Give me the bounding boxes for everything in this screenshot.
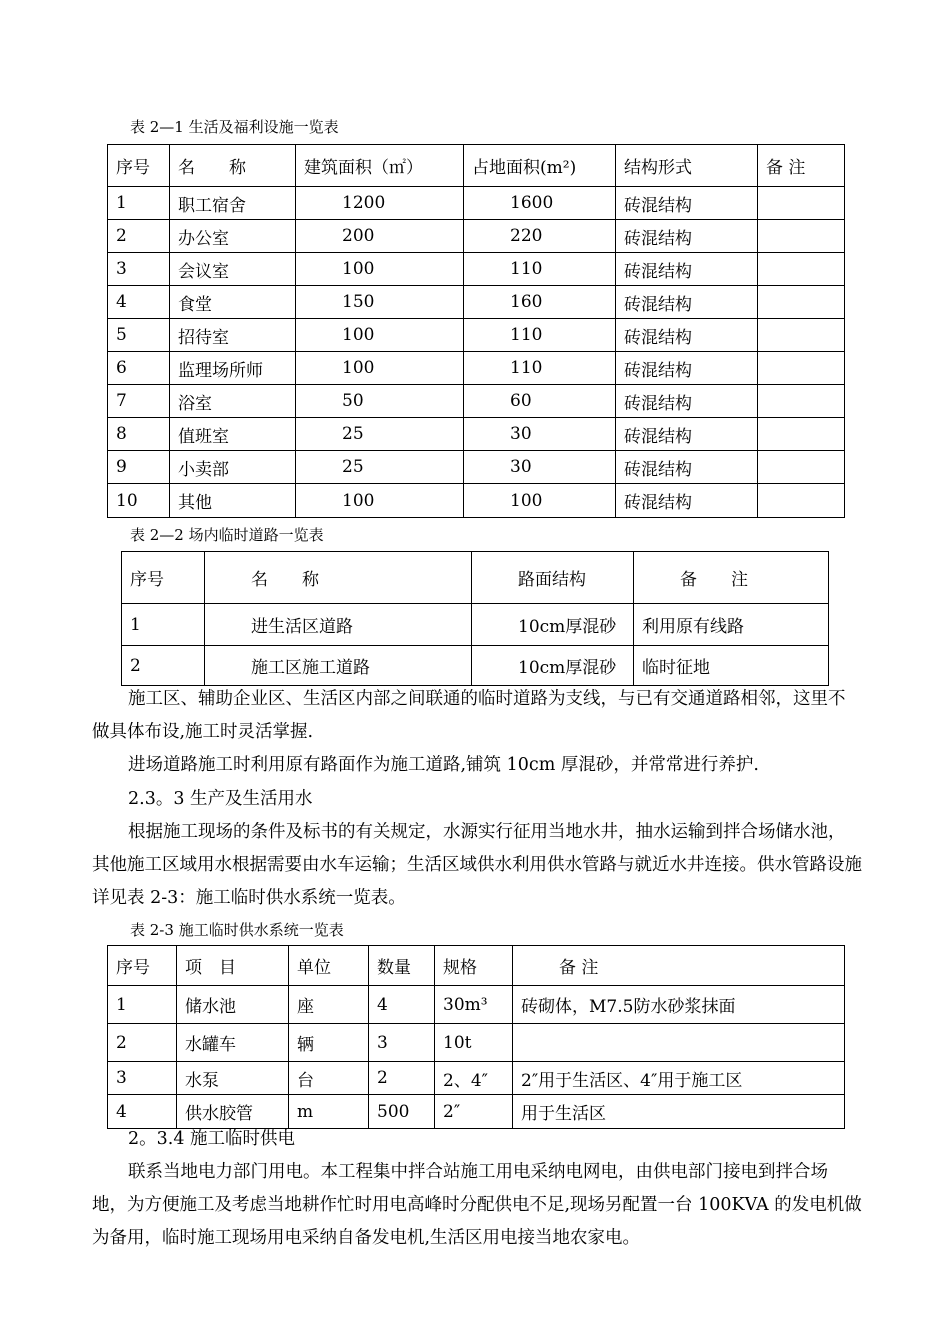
cell: 150	[296, 286, 464, 319]
cell: 100	[296, 319, 464, 352]
cell	[513, 1024, 845, 1062]
cell: 4	[369, 986, 435, 1024]
cell	[758, 484, 845, 518]
cell: 值班室	[170, 418, 296, 451]
table-row	[108, 187, 845, 220]
cell: 监理场所师	[170, 352, 296, 385]
cell: 用于生活区	[513, 1095, 845, 1129]
water-supply-table	[107, 945, 845, 1129]
cell: 食堂	[170, 286, 296, 319]
table-row	[108, 253, 845, 286]
cell: 1200	[296, 187, 464, 220]
cell: 职工宿舍	[170, 187, 296, 220]
table-row	[108, 319, 845, 352]
cell: 10	[108, 484, 170, 518]
cell: 8	[108, 418, 170, 451]
cell: 砖混结构	[616, 451, 758, 484]
cell: 办公室	[170, 220, 296, 253]
cell: 500	[369, 1095, 435, 1129]
paragraph	[92, 749, 862, 782]
paragraph-text: 根据施工现场的条件及标书的有关规定，水源实行征用当地水井，抽水运输到拌合场储水池，其他施工区域用水根据需要由水车运输；生活区域供水利用供水管路与就近水井连接。供水管路设施详见表 2-3：施工临时供水系统一览表。	[92, 822, 862, 908]
table-header-row	[108, 145, 845, 187]
cell: 座	[289, 986, 369, 1024]
cell: 小卖部	[170, 451, 296, 484]
header-cell: 路面结构	[472, 552, 634, 604]
cell	[758, 319, 845, 352]
heading-text: 2.3。3 生产及生活用水	[128, 789, 313, 809]
cell: 3	[108, 1062, 177, 1095]
header-cell: 结构形式	[616, 145, 758, 187]
cell: 7	[108, 385, 170, 418]
table-row	[108, 220, 845, 253]
header-cell: 建筑面积（㎡）	[296, 145, 464, 187]
table-row	[108, 484, 845, 518]
table1-caption: 表 2—1 生活及福利设施一览表	[130, 118, 339, 136]
cell: 水罐车	[177, 1024, 289, 1062]
cell: 施工区施工道路	[205, 646, 472, 686]
table-header-row	[122, 552, 829, 604]
cell: 利用原有线路	[634, 604, 829, 646]
cell: 砖混结构	[616, 418, 758, 451]
cell: 2	[108, 220, 170, 253]
cell: 10t	[435, 1024, 513, 1062]
cell: 招待室	[170, 319, 296, 352]
paragraph	[92, 1156, 862, 1255]
cell: m	[289, 1095, 369, 1129]
cell: 110	[464, 319, 616, 352]
header-cell: 项 目	[177, 946, 289, 986]
header-cell: 备 注	[513, 946, 845, 986]
cell: 会议室	[170, 253, 296, 286]
cell	[758, 253, 845, 286]
roads-table	[121, 551, 829, 686]
cell	[758, 451, 845, 484]
cell: 2、4″	[435, 1062, 513, 1095]
cell: 160	[464, 286, 616, 319]
cell: 砖混结构	[616, 187, 758, 220]
table-row	[108, 352, 845, 385]
table-row	[108, 418, 845, 451]
header-cell: 单位	[289, 946, 369, 986]
cell: 10cm厚混砂	[472, 646, 634, 686]
heading-text: 2。3.4 施工临时供电	[128, 1129, 296, 1149]
cell: 220	[464, 220, 616, 253]
header-cell: 备 注	[758, 145, 845, 187]
cell: 100	[296, 484, 464, 518]
cell: 砖混结构	[616, 253, 758, 286]
cell: 砖混结构	[616, 286, 758, 319]
paragraph	[92, 816, 862, 915]
cell: 4	[108, 1095, 177, 1129]
header-cell: 占地面积(m²)	[464, 145, 616, 187]
cell	[758, 418, 845, 451]
cell: 5	[108, 319, 170, 352]
table-row	[122, 604, 829, 646]
cell: 进生活区道路	[205, 604, 472, 646]
cell: 3	[108, 253, 170, 286]
cell: 2″	[435, 1095, 513, 1129]
section-heading	[92, 1123, 862, 1156]
cell: 25	[296, 418, 464, 451]
cell: 110	[464, 352, 616, 385]
cell: 辆	[289, 1024, 369, 1062]
cell: 1	[122, 604, 205, 646]
cell	[758, 352, 845, 385]
cell: 1	[108, 187, 170, 220]
section-heading	[92, 783, 862, 816]
cell: 水泵	[177, 1062, 289, 1095]
table-row	[108, 451, 845, 484]
cell: 砖混结构	[616, 484, 758, 518]
cell: 60	[464, 385, 616, 418]
cell: 10cm厚混砂	[472, 604, 634, 646]
table-row	[108, 1024, 845, 1062]
table2-caption: 表 2—2 场内临时道路一览表	[130, 526, 324, 544]
cell: 储水池	[177, 986, 289, 1024]
facilities-table	[107, 144, 845, 518]
cell: 2	[122, 646, 205, 686]
cell	[758, 220, 845, 253]
paragraph-text: 施工区、辅助企业区、生活区内部之间联通的临时道路为支线，与已有交通道路相邻，这里不做具体布设,施工时灵活掌握.	[92, 689, 846, 742]
cell	[758, 385, 845, 418]
cell: 砖混结构	[616, 220, 758, 253]
cell	[758, 286, 845, 319]
table-row	[108, 286, 845, 319]
header-cell: 规格	[435, 946, 513, 986]
cell: 100	[464, 484, 616, 518]
paragraph-text: 进场道路施工时利用原有路面作为施工道路,铺筑 10cm 厚混砂，并常常进行养护.	[128, 755, 759, 775]
cell: 台	[289, 1062, 369, 1095]
cell: 砖混结构	[616, 319, 758, 352]
cell: 6	[108, 352, 170, 385]
cell: 临时征地	[634, 646, 829, 686]
table-row	[108, 385, 845, 418]
header-cell: 序号	[108, 946, 177, 986]
header-cell: 备 注	[634, 552, 829, 604]
cell: 9	[108, 451, 170, 484]
paragraph	[92, 683, 862, 749]
cell: 砖混结构	[616, 385, 758, 418]
cell: 2″用于生活区、4″用于施工区	[513, 1062, 845, 1095]
cell: 砖砌体，M7.5防水砂浆抹面	[513, 986, 845, 1024]
cell: 3	[369, 1024, 435, 1062]
table-row	[108, 1062, 845, 1095]
cell: 砖混结构	[616, 352, 758, 385]
cell: 供水胶管	[177, 1095, 289, 1129]
paragraph-text: 联系当地电力部门用电。本工程集中拌合站施工用电采纳电网电，由供电部门接电到拌合场地，为方便施工及考虑当地耕作忙时用电高峰时分配供电不足,现场另配置一台 100KVA 的发电机做为备用，临时施工现场用电采纳自备发电机,生活区用电接当地农家电。	[92, 1162, 862, 1248]
header-cell: 名 称	[170, 145, 296, 187]
cell: 110	[464, 253, 616, 286]
cell: 其他	[170, 484, 296, 518]
cell: 100	[296, 352, 464, 385]
cell	[758, 187, 845, 220]
cell: 浴室	[170, 385, 296, 418]
cell: 200	[296, 220, 464, 253]
table-row	[122, 646, 829, 686]
cell: 1	[108, 986, 177, 1024]
table-header-row	[108, 946, 845, 986]
cell: 100	[296, 253, 464, 286]
cell: 30m³	[435, 986, 513, 1024]
header-cell: 数量	[369, 946, 435, 986]
cell: 4	[108, 286, 170, 319]
cell: 1600	[464, 187, 616, 220]
header-cell: 序号	[122, 552, 205, 604]
header-cell: 序号	[108, 145, 170, 187]
cell: 2	[369, 1062, 435, 1095]
cell: 25	[296, 451, 464, 484]
cell: 30	[464, 451, 616, 484]
table-row	[108, 986, 845, 1024]
header-cell: 名 称	[205, 552, 472, 604]
cell: 30	[464, 418, 616, 451]
cell: 50	[296, 385, 464, 418]
table3-caption: 表 2-3 施工临时供水系统一览表	[130, 921, 344, 939]
cell: 2	[108, 1024, 177, 1062]
